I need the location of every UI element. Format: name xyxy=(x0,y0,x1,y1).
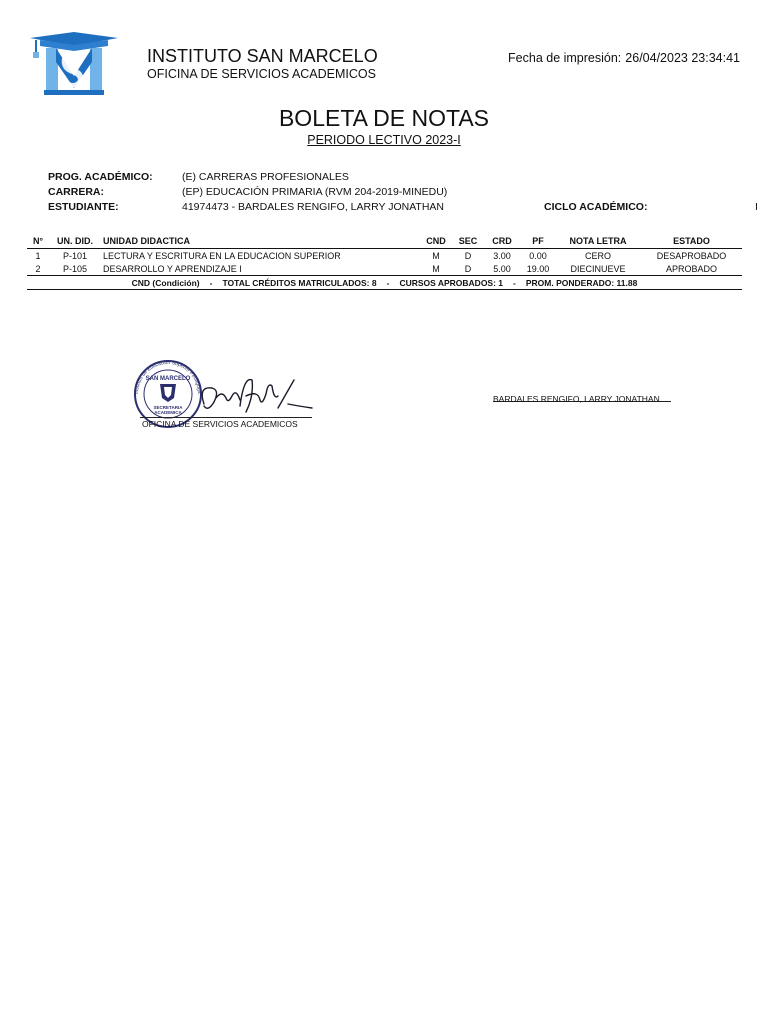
row-pf: 19.00 xyxy=(526,263,550,274)
stamp-top-text: Instituto de Educación Superior Pedagógic xyxy=(133,359,203,395)
row-unit-id: P-105 xyxy=(62,263,88,274)
summary-content xyxy=(29,278,740,288)
row-sec: D xyxy=(464,263,472,274)
row-crd: 3.00 xyxy=(493,250,511,261)
student-label: ESTUDIANTE: xyxy=(48,201,119,213)
career-value: (EP) EDUCACIÓN PRIMARIA (RVM 204-2019-MINEDU) xyxy=(182,186,448,198)
grades-table xyxy=(27,234,742,290)
row-status: APROBADO xyxy=(665,263,717,274)
office-name: OFICINA DE SERVICIOS ACADEMICOS xyxy=(147,67,376,81)
header-cnd: CND xyxy=(419,234,453,249)
career-label: CARRERA: xyxy=(48,186,104,198)
header-crd: CRD xyxy=(483,234,521,249)
row-cnd: M xyxy=(432,250,440,261)
summary-total-credits: TOTAL CRÉDITOS MATRICULADOS: 8 xyxy=(222,277,377,288)
row-num: 2 xyxy=(35,263,41,274)
header-pf: PF xyxy=(521,234,555,249)
institute-name: INSTITUTO SAN MARCELO xyxy=(147,46,378,66)
print-date xyxy=(508,51,740,65)
summary-separator: - xyxy=(209,277,213,288)
table-row xyxy=(27,249,742,263)
program-value: (E) CARRERAS PROFESIONALES xyxy=(182,171,349,183)
header-sec: SEC xyxy=(453,234,483,249)
signature-caption-student: BARDALES RENGIFO, LARRY JONATHAN xyxy=(493,394,660,404)
header-unit-name: UNIDAD DIDACTICA xyxy=(101,234,419,249)
header-status: ESTADO xyxy=(641,234,742,249)
row-grade-text: DIECINUEVE xyxy=(570,263,626,274)
cycle-label: CICLO ACADÉMICO: xyxy=(544,201,648,213)
row-grade-text: CERO xyxy=(584,250,611,261)
institute-logo xyxy=(28,32,120,98)
header-unit-id: UN. DID. xyxy=(49,234,101,249)
student-value: 41974473 - BARDALES RENGIFO, LARRY JONATHAN xyxy=(182,201,445,213)
row-pf: 0.00 xyxy=(529,250,547,261)
signature-icon xyxy=(202,380,312,412)
table-row xyxy=(27,262,742,276)
period-text: PERIODO LECTIVO 2023-I xyxy=(307,133,461,147)
table-summary-row xyxy=(27,276,742,290)
row-status: DESAPROBADO xyxy=(656,250,727,261)
stamp-name: SAN MARCELO xyxy=(145,376,191,382)
summary-separator: - xyxy=(386,277,390,288)
row-num: 1 xyxy=(35,250,41,261)
row-crd: 5.00 xyxy=(493,263,511,274)
cycle-value: I xyxy=(755,201,758,213)
table-header-row xyxy=(27,234,742,249)
summary-weighted-average: PROM. PONDERADO: 11.88 xyxy=(525,277,638,288)
row-cnd: M xyxy=(432,263,440,274)
signature-line xyxy=(140,417,312,418)
header-num: N° xyxy=(27,234,49,249)
header-grade-text: NOTA LETRA xyxy=(555,234,641,249)
print-date-label: Fecha de impresión: xyxy=(508,51,622,65)
document-title: BOLETA DE NOTAS xyxy=(278,105,490,131)
print-date-value: 26/04/2023 23:34:41 xyxy=(625,51,740,65)
row-sec: D xyxy=(464,250,472,261)
row-unit-name: LECTURA Y ESCRITURA EN LA EDUCACION SUPERIOR xyxy=(103,250,341,261)
summary-separator: - xyxy=(513,277,516,288)
row-unit-name: DESARROLLO Y APRENDIZAJE I xyxy=(103,263,242,274)
summary-approved: CURSOS APROBADOS: 1 xyxy=(399,277,504,288)
document-period xyxy=(0,133,768,147)
row-unit-id: P-101 xyxy=(62,250,88,261)
summary-cnd: CND (Condición) xyxy=(131,277,200,288)
stamp-bottom-2: ACADEMICA xyxy=(154,410,182,415)
program-label: PROG. ACADÉMICO: xyxy=(48,171,153,183)
stamp-bottom-1: SECRETARIA xyxy=(153,405,183,410)
signature-caption-office: OFICINA DE SERVICIOS ACADEMICOS xyxy=(142,419,298,429)
